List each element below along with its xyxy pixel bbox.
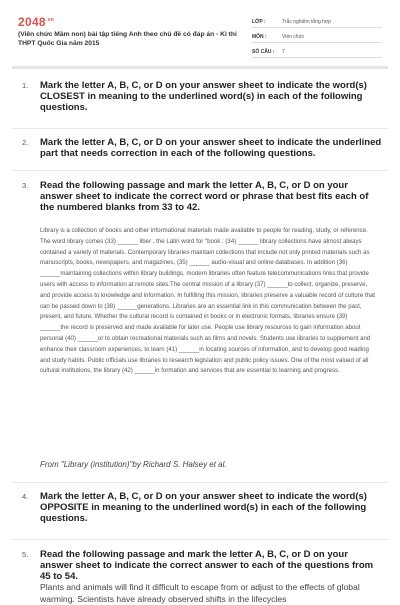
meta-subject-value: Viên chức (282, 34, 305, 40)
header (0, 0, 400, 62)
document-meta (252, 13, 382, 58)
meta-class (252, 13, 382, 28)
question-4 (22, 491, 382, 525)
question-text: Mark the letter A, B, C, or D on your answer sheet to indicate the word(s) OPPOSITE in meaning to the underlined word(s) in each of the following questions. (40, 491, 367, 525)
passage-text: Library is a collection of books and other informational materials made available to people for reading, study, or reference. The word library comes (33) ______ liber , the Latin word for "book : (34) ______ library collections have almost always contained a variety of materials. Contemporary libraries maintain collections that include not only printed materials such as manuscripts, books, newspapers, and magazines, (35) ______ audio-visual and online databases. In addition (36) ______maintaining collections within library buildings, modern libraries often feature telecommunications links that provide users with access to information at remote sites.The central mission of a library (37) ______to collect, organize, preserve, and provide access to knowledge and information. In fulfilling this mission, libraries preserve a valuable record of culture that can be passed down to (38) ______generations. Libraries are an essential link in this communication between the past, present, and future. Whether the cultural record is contained in books or in electronic formats, libraries ensure (39) ______the record is preserved and made available for later use. People use library resources to gain information about personal (40) ______or to obtain recreational materials such as films and novels. Students use libraries to supplement and enhance their classroom experiences, to learn (41) ______in locating sources of information, and to develop good reading and study habits. Public officials use libraries to research legislation and public policy issues. One of the most valued of all cultural institutions, the library (42) ______in formation and services that are essential to learning and progress. (40, 227, 375, 375)
question-text: Read the following passage and mark the letter A, B, C, or D on your answer sheet to indicate the correct word or phrase that best fits each of the numbered blanks from 33 to 42. (40, 180, 369, 214)
question-number: 5. (22, 550, 29, 559)
question-2 (22, 137, 382, 159)
question-3 (22, 180, 382, 214)
passage-source: From "Library (institution)"by Richard S. Halsey et al. (40, 460, 227, 469)
question-text: Mark the letter A, B, C, or D on your answer sheet to indicate the underlined part that needs correction in each of the following questions. (40, 137, 382, 160)
meta-count (252, 43, 382, 58)
question-number: 2. (22, 138, 29, 147)
meta-class-value: Trắc nghiệm tổng hợp (282, 19, 331, 25)
question-number: 4. (22, 492, 29, 501)
meta-subject (252, 28, 382, 43)
logo-suffix: .vn (45, 17, 55, 23)
divider (12, 482, 388, 483)
meta-class-key: LỚP : (252, 19, 266, 25)
divider (12, 170, 388, 171)
meta-subject-key: MÔN : (252, 34, 267, 40)
question-number: 1. (22, 81, 29, 90)
site-logo[interactable] (18, 15, 54, 29)
question-text: Mark the letter A, B, C, or D on your answer sheet to indicate the word(s) CLOSEST in meaning to the underlined word(s) in each of the following questions. (40, 80, 367, 114)
divider (12, 539, 388, 540)
logo-text: 2048 (18, 15, 46, 29)
question-1 (22, 80, 382, 114)
meta-count-key: SỐ CÂU : (252, 49, 275, 55)
question-text: Read the following passage and mark the letter A, B, C, or D on your answer sheet to indicate the correct answer to each of the questions from 45 to 54. (40, 549, 374, 583)
question-number: 3. (22, 181, 29, 190)
divider (12, 128, 388, 129)
meta-count-value: 7 (282, 49, 285, 55)
passage-5-text: Plants and animals will find it difficult to escape from or adjust to the effects of global warming. Scientists have already observed shifts in the lifecycles (40, 582, 360, 604)
question-5 (22, 549, 382, 583)
header-divider (12, 66, 388, 69)
document-title: (Viên chức Mầm non) bài tập tiếng Anh theo chủ đề có đáp án - Kì thi THPT Quốc Gia năm 2015 (18, 31, 237, 47)
